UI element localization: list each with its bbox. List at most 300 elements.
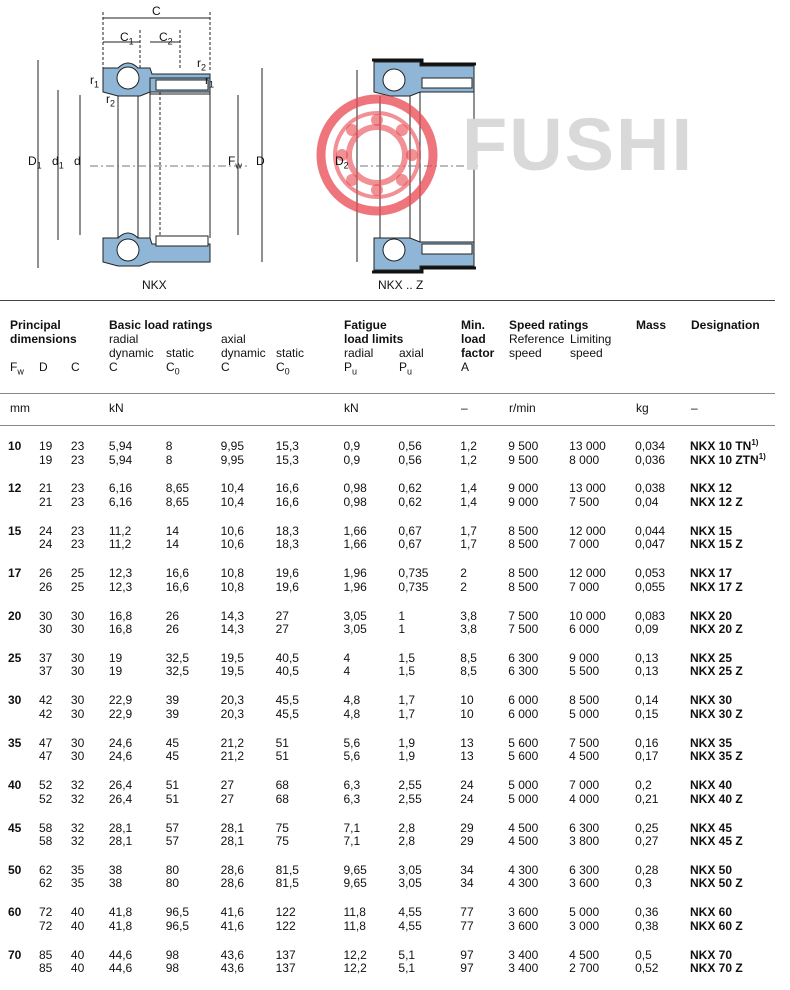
cell-pu-radial: 12,2 bbox=[343, 961, 367, 976]
table-row bbox=[8, 496, 790, 510]
cell-d: 85 bbox=[38, 961, 53, 976]
gap-cell bbox=[8, 552, 790, 567]
row-gap bbox=[8, 467, 790, 482]
cell-ca-dyn: 19,5 bbox=[220, 664, 245, 679]
cell-lim-speed: 3 600 bbox=[569, 876, 600, 891]
cell-pu-axial: 2,55 bbox=[398, 778, 422, 793]
hdr-C-dyn2: C bbox=[221, 360, 230, 374]
cell-a-factor: 1,7 bbox=[460, 537, 477, 552]
cell-lim-speed: 5 000 bbox=[569, 905, 600, 920]
table-row bbox=[8, 567, 790, 581]
cell-pu-axial: 1,7 bbox=[398, 693, 416, 708]
cell-c-dyn: 12,3 bbox=[108, 566, 133, 581]
unit-mm: mm bbox=[10, 401, 30, 415]
row-gap bbox=[8, 849, 790, 864]
dim-D2: $D_2$ bbox=[335, 154, 349, 171]
cell-fw bbox=[8, 538, 39, 552]
table-row bbox=[8, 482, 790, 496]
cell-d: 21 bbox=[38, 481, 53, 496]
cell-lim-speed: 6 300 bbox=[569, 862, 600, 877]
cell-fw: 35 bbox=[8, 735, 22, 750]
cell-pu-axial: 1,9 bbox=[398, 735, 416, 750]
cell-c0: 45 bbox=[165, 735, 180, 750]
cell-d: 47 bbox=[38, 735, 53, 750]
cell-c: 30 bbox=[70, 664, 85, 679]
cell-ca-dyn: 10,8 bbox=[220, 566, 245, 581]
gap-cell bbox=[8, 764, 790, 779]
cell-a-factor: 3,8 bbox=[460, 622, 477, 637]
cell-c0: 16,6 bbox=[165, 579, 190, 594]
cell-a-factor: 97 bbox=[460, 961, 474, 976]
cell-d: 72 bbox=[38, 905, 53, 920]
cell-ca-dyn: 10,4 bbox=[220, 481, 245, 496]
cell-c0a: 18,3 bbox=[275, 523, 299, 538]
cell-c: 30 bbox=[70, 650, 85, 665]
cell-ref-speed: 6 300 bbox=[508, 664, 539, 679]
designation-text: NKX 50 Z bbox=[690, 876, 743, 891]
cell-c: 40 bbox=[70, 947, 85, 962]
table-row bbox=[8, 949, 790, 963]
cell-c0: 57 bbox=[165, 834, 180, 849]
cell-pu-radial: 4 bbox=[343, 664, 351, 679]
cell-d: 24 bbox=[38, 537, 53, 552]
cell-a-factor: 1,7 bbox=[460, 523, 477, 538]
cell-ca-dyn: 41,6 bbox=[220, 905, 245, 920]
dim-D1: $D_1$ bbox=[28, 154, 42, 171]
hdr-speed1: speed bbox=[509, 346, 542, 360]
cell-pu-radial: 11,8 bbox=[343, 905, 366, 920]
gap-cell bbox=[8, 594, 790, 609]
table-row bbox=[8, 454, 790, 468]
hdr-reference: Reference bbox=[509, 332, 565, 346]
hdr-speed2: speed bbox=[570, 346, 603, 360]
logo-text: FUSHI bbox=[462, 103, 694, 186]
cell-c0: 51 bbox=[165, 778, 180, 793]
cell-pu-radial: 11,8 bbox=[343, 918, 366, 933]
cell-lim-speed: 4 000 bbox=[569, 791, 600, 806]
cell-pu-radial: 4,8 bbox=[343, 693, 361, 708]
cell-mass: 0,034 bbox=[635, 439, 666, 453]
divider-units bbox=[0, 425, 775, 426]
table-row bbox=[8, 906, 790, 920]
row-gap bbox=[8, 552, 790, 567]
cell-lim-speed: 10 000 bbox=[569, 608, 606, 623]
cell-c: 23 bbox=[70, 537, 85, 552]
cell-designation bbox=[690, 779, 790, 793]
cell-mass: 0,52 bbox=[635, 961, 659, 976]
cell-ca-dyn: 21,2 bbox=[220, 735, 245, 750]
table-row bbox=[8, 665, 790, 679]
cell-mass: 0,2 bbox=[635, 778, 652, 793]
cell-c0: 96,5 bbox=[165, 918, 190, 933]
cell-c-dyn: 6,16 bbox=[108, 481, 133, 496]
cell-fw: 12 bbox=[8, 481, 22, 496]
cell-ref-speed: 3 400 bbox=[508, 947, 539, 962]
cell-pu-axial: 4,55 bbox=[398, 905, 422, 920]
cell-ref-speed: 7 500 bbox=[508, 622, 539, 637]
cell-pu-axial: 0,62 bbox=[398, 494, 422, 509]
cell-c-dyn: 41,8 bbox=[108, 905, 133, 920]
dim-r1-right: $r_1$ bbox=[205, 73, 215, 90]
cell-lim-speed: 13 000 bbox=[569, 481, 606, 496]
cell-lim-speed: 2 700 bbox=[569, 961, 600, 976]
cell-ca-dyn: 43,6 bbox=[220, 947, 245, 962]
cell-pu-axial: 4,55 bbox=[398, 918, 422, 933]
designation-text: NKX 17 bbox=[690, 566, 733, 581]
cell-ca-dyn: 10,4 bbox=[220, 494, 245, 509]
cell-pu-radial: 0,98 bbox=[343, 481, 367, 496]
cell-c0a: 81,5 bbox=[275, 862, 299, 877]
table-row bbox=[8, 525, 790, 539]
table-row bbox=[8, 750, 790, 764]
designation-text: NKX 35 bbox=[690, 735, 733, 750]
hdr-static2: static bbox=[276, 346, 305, 360]
cell-lim-speed: 3 000 bbox=[569, 918, 600, 933]
cell-designation bbox=[690, 877, 790, 891]
cell-ca-dyn: 14,3 bbox=[220, 608, 245, 623]
designation-text: NKX 35 Z bbox=[690, 749, 743, 764]
cell-fw bbox=[8, 962, 39, 976]
cell-fw: 10 bbox=[8, 439, 22, 453]
hdr-C0: $C_0$ bbox=[166, 360, 180, 377]
cell-ref-speed: 6 000 bbox=[508, 693, 539, 708]
designation-text: NKX 45 bbox=[690, 820, 733, 835]
hdr-static1: static bbox=[166, 346, 195, 360]
cell-d: 30 bbox=[38, 608, 53, 623]
cell-c0a: 16,6 bbox=[275, 481, 299, 496]
cell-a-factor: 10 bbox=[460, 693, 474, 708]
cell-c-dyn: 44,6 bbox=[108, 961, 133, 976]
cell-c0: 32,5 bbox=[165, 664, 190, 679]
cell-ca-dyn: 9,95 bbox=[220, 439, 245, 453]
cell-mass: 0,28 bbox=[635, 862, 659, 877]
cell-lim-speed: 8 500 bbox=[569, 693, 600, 708]
cell-ca-dyn: 10,6 bbox=[220, 523, 245, 538]
cell-lim-speed: 9 000 bbox=[569, 650, 600, 665]
cell-c: 25 bbox=[70, 566, 85, 581]
cell-a-factor: 3,8 bbox=[460, 608, 477, 623]
cell-designation bbox=[690, 538, 790, 552]
designation-text: NKX 30 Z bbox=[690, 706, 743, 721]
table-row bbox=[8, 737, 790, 751]
hdr-mass: Mass bbox=[636, 318, 667, 332]
table-row bbox=[8, 962, 790, 976]
cell-ca-dyn: 41,6 bbox=[220, 918, 245, 933]
hdr-C0b: $C_0$ bbox=[276, 360, 290, 377]
cell-c0: 26 bbox=[165, 622, 180, 637]
cell-ref-speed: 4 500 bbox=[508, 820, 539, 835]
row-gap bbox=[8, 509, 790, 524]
cell-c-dyn: 16,8 bbox=[108, 608, 133, 623]
cell-ca-dyn: 14,3 bbox=[220, 622, 245, 637]
cell-c-dyn: 44,6 bbox=[108, 947, 133, 962]
cell-ref-speed: 8 500 bbox=[508, 537, 539, 552]
designation-text: NKX 12 Z bbox=[690, 494, 743, 509]
table-row bbox=[8, 822, 790, 836]
cell-c0: 14 bbox=[165, 537, 180, 552]
cell-pu-radial: 0,98 bbox=[343, 494, 367, 509]
cell-ref-speed: 5 000 bbox=[508, 778, 539, 793]
cell-d: 47 bbox=[38, 749, 53, 764]
cell-ref-speed: 8 500 bbox=[508, 566, 539, 581]
cell-c0: 14 bbox=[165, 523, 180, 538]
cell-designation bbox=[690, 906, 790, 920]
dim-Fw: $F_w$ bbox=[228, 154, 242, 171]
cell-ref-speed: 9 500 bbox=[508, 439, 539, 453]
cell-ref-speed: 5 600 bbox=[508, 735, 539, 750]
cell-designation bbox=[690, 623, 790, 637]
cell-d: 52 bbox=[38, 791, 53, 806]
cell-c0a: 45,5 bbox=[275, 706, 299, 721]
cell-fw bbox=[8, 581, 39, 595]
cell-lim-speed: 12 000 bbox=[569, 566, 606, 581]
cell-d: 19 bbox=[38, 452, 53, 467]
cell-lim-speed: 7 500 bbox=[569, 494, 600, 509]
bearing-table bbox=[8, 440, 790, 976]
nkx-drawing bbox=[38, 12, 262, 268]
designation-text: NKX 30 bbox=[690, 693, 733, 708]
designation-text: NKX 20 bbox=[690, 608, 733, 623]
cell-ref-speed: 3 600 bbox=[508, 905, 539, 920]
divider-header bbox=[0, 393, 775, 394]
gap-cell bbox=[8, 637, 790, 652]
designation-text: NKX 45 Z bbox=[690, 834, 743, 849]
table-row bbox=[8, 581, 790, 595]
cell-lim-speed: 6 300 bbox=[569, 820, 600, 835]
cell-mass: 0,14 bbox=[635, 693, 659, 708]
cell-c-dyn: 6,16 bbox=[108, 494, 133, 509]
logo bbox=[462, 103, 694, 186]
table-row bbox=[8, 694, 790, 708]
dim-C2: $C_2$ bbox=[159, 30, 173, 47]
cell-pu-radial: 3,05 bbox=[343, 622, 367, 637]
cell-c-dyn: 19 bbox=[108, 664, 123, 679]
cell-c-dyn: 24,6 bbox=[108, 735, 133, 750]
cell-ca-dyn: 28,6 bbox=[220, 862, 245, 877]
designation-text: NKX 40 bbox=[690, 778, 733, 793]
cell-pu-axial: 2,8 bbox=[398, 834, 416, 849]
cell-mass: 0,038 bbox=[635, 481, 666, 496]
cell-fw: 15 bbox=[8, 523, 22, 538]
cell-lim-speed: 3 800 bbox=[569, 834, 600, 849]
cell-c0a: 45,5 bbox=[275, 693, 299, 708]
cell-c0a: 19,6 bbox=[275, 566, 299, 581]
cell-c0a: 27 bbox=[275, 622, 289, 637]
cell-fw: 20 bbox=[8, 608, 22, 623]
cell-lim-speed: 12 000 bbox=[569, 523, 606, 538]
cell-a-factor: 8,5 bbox=[460, 650, 477, 665]
cell-c: 32 bbox=[70, 778, 85, 793]
cell-c-dyn: 38 bbox=[108, 862, 123, 877]
cell-ref-speed: 4 300 bbox=[508, 876, 539, 891]
cell-c-dyn: 22,9 bbox=[108, 693, 133, 708]
footnote-mark: 1) bbox=[751, 438, 759, 447]
cell-mass: 0,25 bbox=[635, 820, 659, 835]
cell-fw bbox=[8, 623, 39, 637]
cell-lim-speed: 7 500 bbox=[569, 735, 600, 750]
cell-pu-axial: 0,56 bbox=[398, 452, 422, 467]
unit-rmin: r/min bbox=[509, 401, 536, 415]
cell-fw bbox=[8, 708, 39, 722]
cell-pu-radial: 5,6 bbox=[343, 749, 361, 764]
cell-c-dyn: 22,9 bbox=[108, 706, 133, 721]
cell-c0: 45 bbox=[165, 749, 180, 764]
cell-fw bbox=[8, 665, 39, 679]
cell-pu-radial: 1,96 bbox=[343, 579, 367, 594]
cell-pu-axial: 1,7 bbox=[398, 706, 416, 721]
cell-c: 32 bbox=[70, 834, 85, 849]
unit-kN-2: kN bbox=[344, 401, 359, 415]
dim-d1: $d_1$ bbox=[52, 154, 64, 171]
cell-c0a: 18,3 bbox=[275, 537, 299, 552]
dim-C1: $C_1$ bbox=[120, 30, 134, 47]
cell-ref-speed: 9 000 bbox=[508, 481, 539, 496]
designation-text: NKX 15 bbox=[690, 523, 733, 538]
cell-mass: 0,055 bbox=[635, 579, 666, 594]
cell-pu-axial: 1 bbox=[398, 622, 406, 637]
cell-a-factor: 77 bbox=[460, 905, 474, 920]
cell-designation bbox=[690, 440, 790, 454]
table-row bbox=[8, 652, 790, 666]
cell-d: 42 bbox=[38, 706, 53, 721]
cell-c: 35 bbox=[70, 876, 85, 891]
hdr-Fw: $F_w$ bbox=[10, 360, 24, 377]
cell-a-factor: 24 bbox=[460, 778, 474, 793]
dim-C: C bbox=[152, 4, 161, 18]
dim-r1-left: $r_1$ bbox=[90, 73, 100, 90]
cell-pu-axial: 1,9 bbox=[398, 749, 416, 764]
cell-pu-radial: 1,66 bbox=[343, 537, 367, 552]
cell-fw: 70 bbox=[8, 947, 22, 962]
cell-fw: 40 bbox=[8, 778, 22, 793]
cell-a-factor: 24 bbox=[460, 791, 474, 806]
cell-mass: 0,27 bbox=[635, 834, 659, 849]
cell-a-factor: 1,4 bbox=[460, 481, 477, 496]
cell-pu-radial: 7,1 bbox=[343, 834, 361, 849]
cell-pu-axial: 1 bbox=[398, 608, 406, 623]
cell-c0a: 137 bbox=[275, 961, 296, 976]
gap-cell bbox=[8, 891, 790, 906]
cell-pu-axial: 0,67 bbox=[398, 523, 422, 538]
cell-ref-speed: 5 600 bbox=[508, 749, 539, 764]
cell-a-factor: 97 bbox=[460, 947, 474, 962]
designation-text: NKX 25 Z bbox=[690, 664, 743, 679]
cell-ref-speed: 7 500 bbox=[508, 608, 539, 623]
cell-pu-radial: 7,1 bbox=[343, 820, 361, 835]
cell-d: 26 bbox=[38, 566, 53, 581]
row-gap bbox=[8, 679, 790, 694]
cell-lim-speed: 7 000 bbox=[569, 537, 600, 552]
cell-c0a: 40,5 bbox=[275, 650, 299, 665]
designation-text: NKX 70 bbox=[690, 947, 733, 962]
cell-c: 23 bbox=[70, 494, 85, 509]
cell-lim-speed: 5 000 bbox=[569, 706, 600, 721]
hdr-min: Min. load factor bbox=[461, 318, 495, 360]
cell-lim-speed: 8 000 bbox=[569, 452, 600, 467]
hdr-principal: Principal dimensions bbox=[10, 318, 77, 346]
cell-ref-speed: 4 500 bbox=[508, 834, 539, 849]
row-gap bbox=[8, 891, 790, 906]
cell-c0a: 40,5 bbox=[275, 664, 299, 679]
cell-c-dyn: 41,8 bbox=[108, 918, 133, 933]
cell-pu-axial: 1,5 bbox=[398, 650, 416, 665]
cell-fw bbox=[8, 835, 39, 849]
cell-designation bbox=[690, 708, 790, 722]
cell-c0a: 122 bbox=[275, 905, 296, 920]
cell-c: 25 bbox=[70, 579, 85, 594]
designation-text: NKX 40 Z bbox=[690, 791, 743, 806]
unit-kN-1: kN bbox=[109, 401, 124, 415]
cell-pu-axial: 2,55 bbox=[398, 791, 422, 806]
cell-c0a: 51 bbox=[275, 735, 289, 750]
cell-c0: 39 bbox=[165, 693, 180, 708]
cell-pu-radial: 6,3 bbox=[343, 791, 361, 806]
cell-c0a: 16,6 bbox=[275, 494, 299, 509]
cell-c: 23 bbox=[70, 452, 85, 467]
designation-text: NKX 10 TN bbox=[690, 439, 752, 453]
row-gap bbox=[8, 764, 790, 779]
cell-a-factor: 34 bbox=[460, 862, 474, 877]
hdr-C-dyn: C bbox=[109, 360, 118, 374]
nkx-caption: NKX bbox=[142, 278, 167, 292]
cell-mass: 0,36 bbox=[635, 905, 659, 920]
cell-pu-radial: 0,9 bbox=[343, 439, 361, 453]
cell-designation bbox=[690, 835, 790, 849]
cell-designation bbox=[690, 482, 790, 496]
cell-c0: 80 bbox=[165, 876, 180, 891]
cell-designation bbox=[690, 793, 790, 807]
cell-ca-dyn: 10,8 bbox=[220, 579, 245, 594]
cell-d: 24 bbox=[38, 523, 53, 538]
unit-dash-1: – bbox=[461, 401, 468, 415]
table-row bbox=[8, 779, 790, 793]
cell-lim-speed: 4 500 bbox=[569, 749, 600, 764]
cell-ref-speed: 9 500 bbox=[508, 452, 539, 467]
cell-designation bbox=[690, 610, 790, 624]
cell-ref-speed: 9 000 bbox=[508, 494, 539, 509]
cell-c: 30 bbox=[70, 622, 85, 637]
cell-designation bbox=[690, 949, 790, 963]
cell-lim-speed: 5 500 bbox=[569, 664, 600, 679]
cell-fw: 30 bbox=[8, 693, 22, 708]
cell-pu-radial: 9,65 bbox=[343, 876, 367, 891]
cell-c: 32 bbox=[70, 820, 85, 835]
cell-d: 58 bbox=[38, 834, 53, 849]
cell-mass: 0,09 bbox=[635, 622, 659, 637]
cell-c0a: 75 bbox=[275, 820, 289, 835]
cell-a-factor: 8,5 bbox=[460, 664, 477, 679]
cell-pu-axial: 3,05 bbox=[398, 862, 422, 877]
cell-a-factor: 29 bbox=[460, 834, 474, 849]
cell-c0: 26 bbox=[165, 608, 180, 623]
cell-fw bbox=[8, 920, 39, 934]
cell-c0: 8 bbox=[165, 452, 173, 467]
cell-ca-dyn: 27 bbox=[220, 791, 235, 806]
table-row bbox=[8, 920, 790, 934]
cell-fw bbox=[8, 877, 39, 891]
cell-designation bbox=[690, 652, 790, 666]
gap-cell bbox=[8, 849, 790, 864]
cell-d: 26 bbox=[38, 579, 53, 594]
cell-c-dyn: 11,2 bbox=[108, 537, 132, 552]
gap-cell bbox=[8, 933, 790, 948]
cell-d: 62 bbox=[38, 862, 53, 877]
cell-ref-speed: 8 500 bbox=[508, 579, 539, 594]
cell-mass: 0,036 bbox=[635, 452, 666, 467]
cell-designation bbox=[690, 864, 790, 878]
cell-c0a: 75 bbox=[275, 834, 289, 849]
cell-designation bbox=[690, 822, 790, 836]
